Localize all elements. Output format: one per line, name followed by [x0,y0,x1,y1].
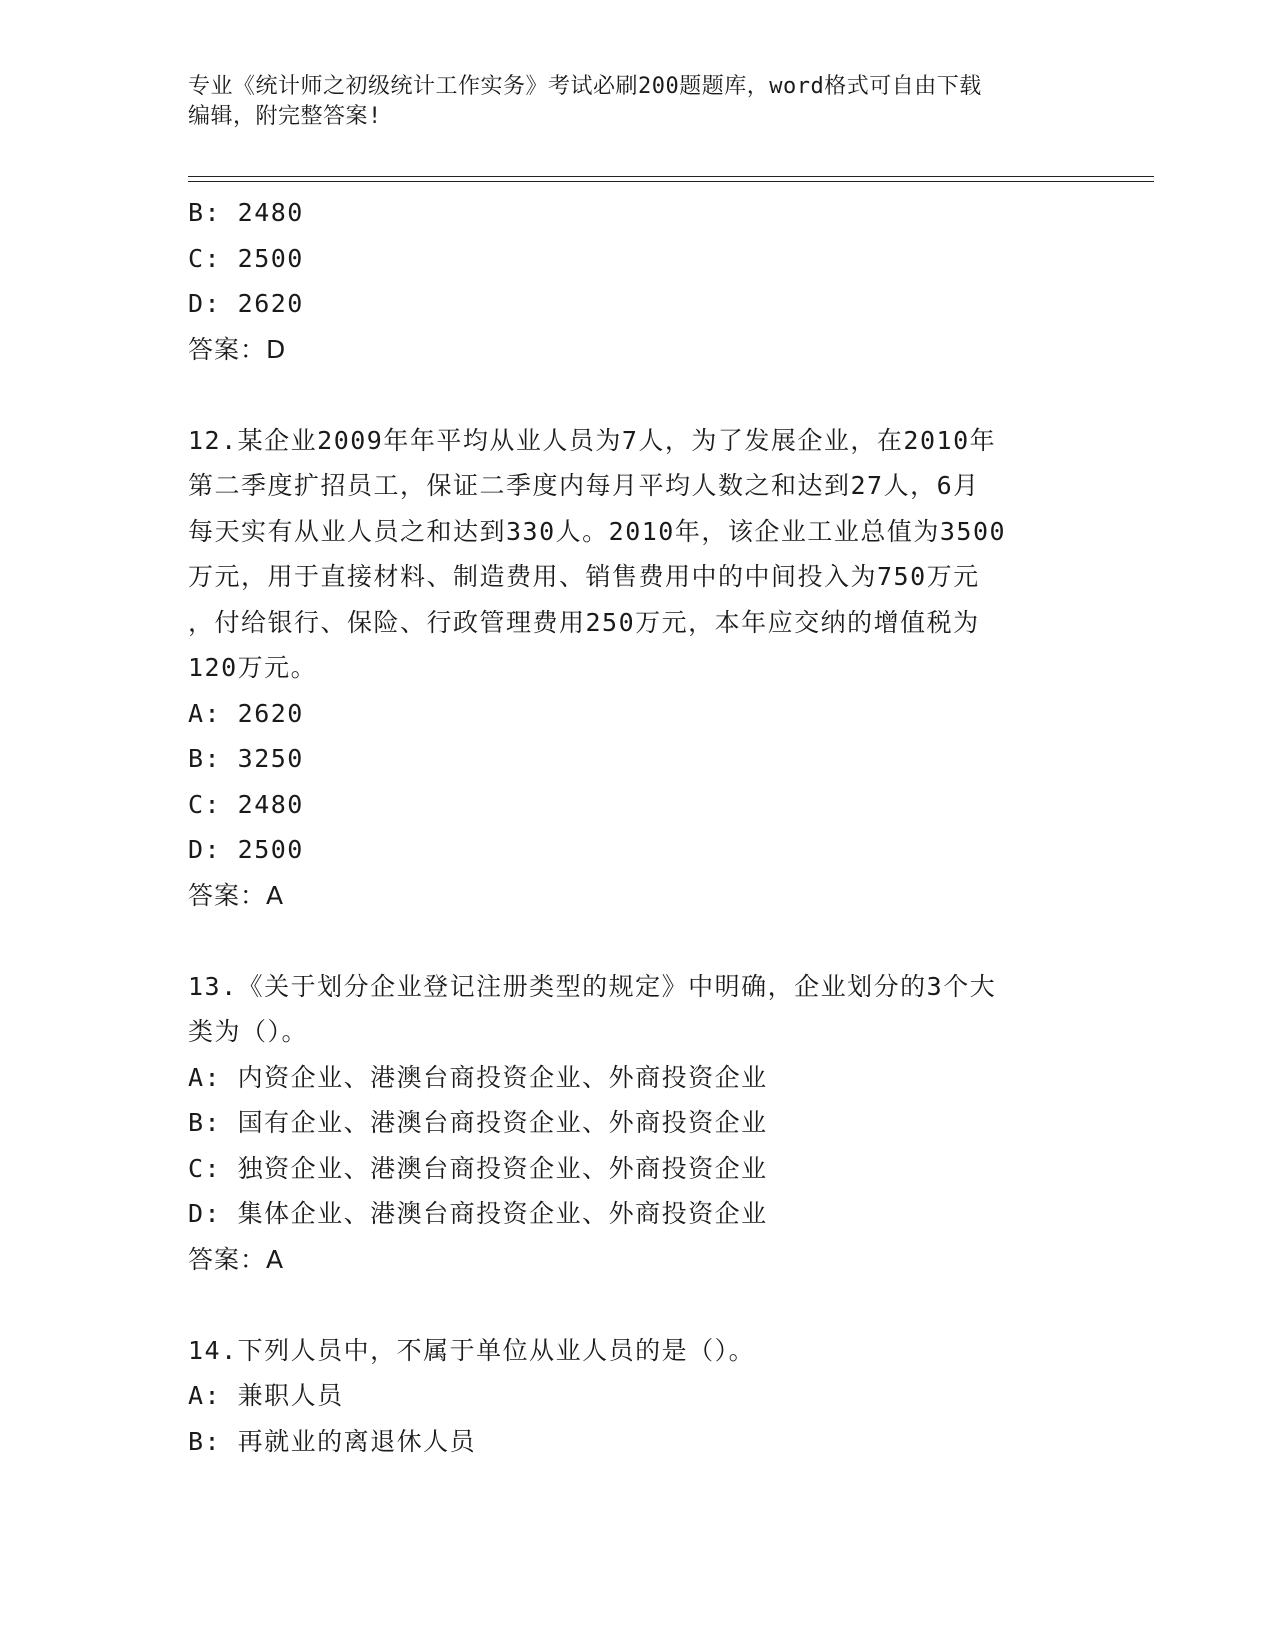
option-c: C: 独资企业、港澳台商投资企业、外商投资企业 [188,1153,768,1183]
answer: 答案：D [188,334,287,364]
option-d: D: 2500 [188,835,304,864]
answer: 答案：A [188,880,285,910]
option-b: B: 2480 [188,198,304,227]
question-stem-line: 万元，用于直接材料、制造费用、销售费用中的中间投入为750万元 [188,562,980,591]
option-b: B: 再就业的离退休人员 [188,1426,477,1456]
question-stem-line: 第二季度扩招员工，保证二季度内每月平均人数之和达到27人，6月 [188,471,980,500]
option-a: A: 内资企业、港澳台商投资企业、外商投资企业 [188,1062,768,1092]
question-stem-line: 120万元。 [188,653,318,682]
option-c: C: 2480 [188,789,304,819]
document-body [188,190,1088,1464]
answer: 答案：A [188,1244,285,1274]
header-divider-top [188,176,1154,177]
header-line-1: 专业《统计师之初级统计工作实务》考试必刷200题题库，word格式可自由下载 [188,74,982,99]
spacer [188,1282,1088,1328]
option-a: A: 2620 [188,698,304,728]
option-d: D: 集体企业、港澳台商投资企业、外商投资企业 [188,1199,768,1228]
spacer [188,918,1088,964]
question-12 [188,418,1088,919]
question-14 [188,1328,1088,1465]
question-stem-line: 12.某企业2009年年平均从业人员为7人，为了发展企业，在2010年 [188,425,997,455]
option-b: B: 3250 [188,744,304,773]
header-divider-bottom [188,181,1154,182]
option-c: C: 2500 [188,243,304,273]
question-stem-line: ，付给银行、保险、行政管理费用250万元，本年应交纳的增值税为 [188,607,980,637]
option-b: B: 国有企业、港澳台商投资企业、外商投资企业 [188,1108,768,1137]
document-header [188,72,1088,132]
option-d: D: 2620 [188,289,304,318]
question-13 [188,964,1088,1283]
question-stem-line: 每天实有从业人员之和达到330人。2010年，该企业工业总值为3500 [188,516,1007,546]
header-line-2: 编辑，附完整答案! [188,104,382,129]
question-11 [188,190,1088,372]
option-a: A: 兼职人员 [188,1381,344,1410]
question-stem-line: 类为（）。 [188,1017,309,1046]
question-stem-line: 13.《关于划分企业登记注册类型的规定》中明确，企业划分的3个大 [188,971,997,1001]
question-stem-line: 14.下列人员中，不属于单位从业人员的是（）。 [188,1335,756,1365]
spacer [188,372,1088,418]
